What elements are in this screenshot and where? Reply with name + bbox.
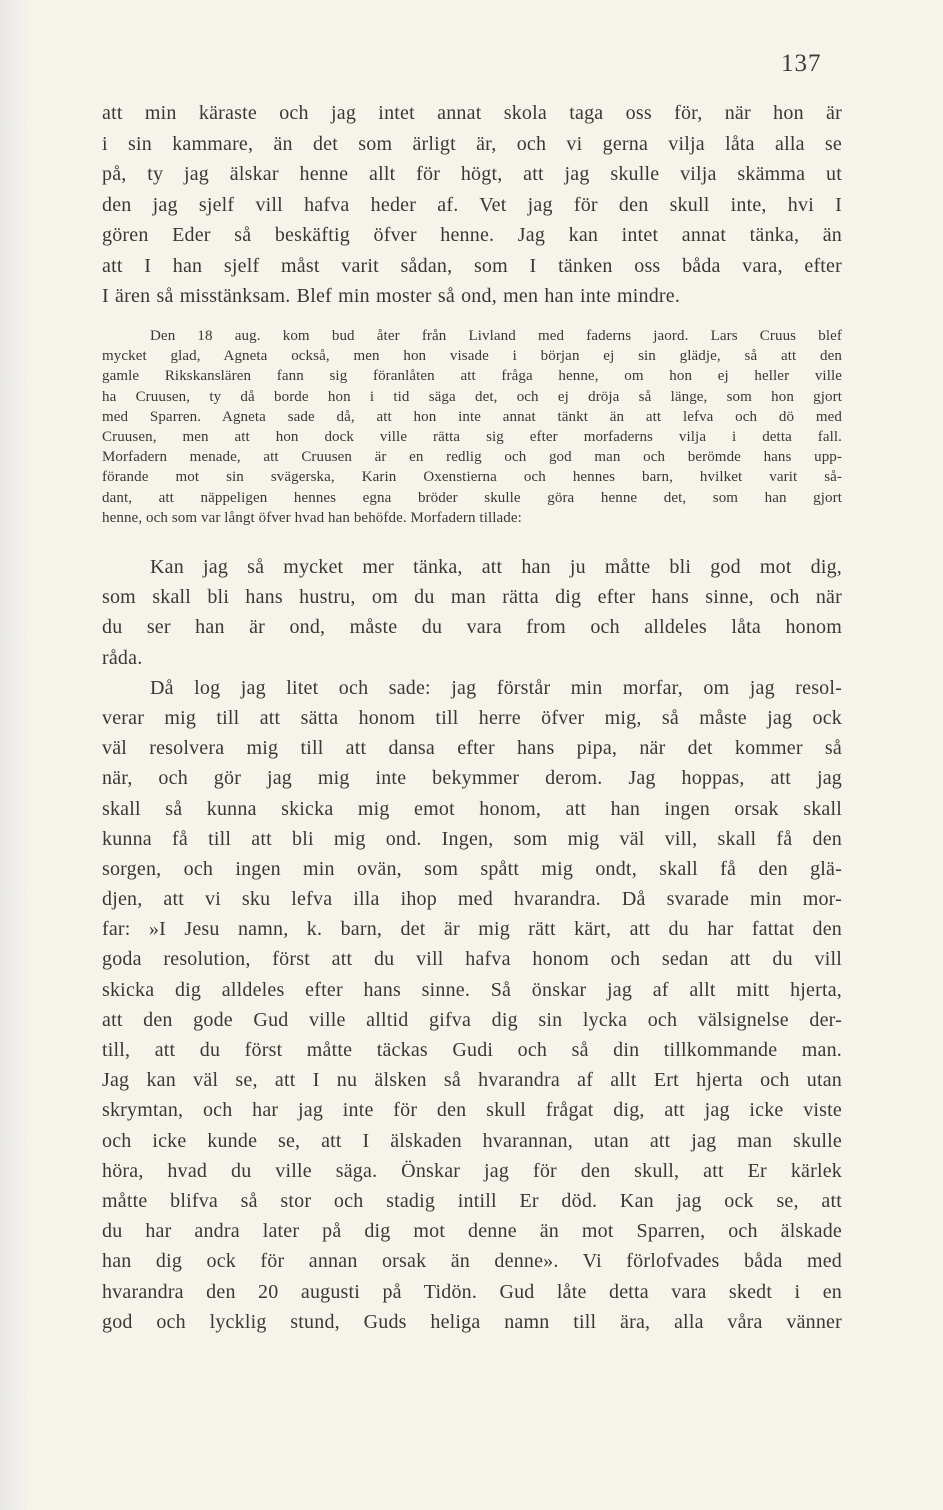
- text-line: att den gode Gud ville alltid gifva dig sin lycka och välsignelse der-: [102, 1008, 842, 1031]
- text-line: höra, hvad du ville säga. Önskar jag för den skull, att Er kärlek: [102, 1159, 842, 1182]
- body-text-upper: [102, 98, 842, 312]
- text-line: när, och gör jag mig inte bekymmer derom. Jag hoppas, att jag: [102, 767, 842, 790]
- text-line: verar mig till att sätta honom till herre öfver mig, så måste jag ock: [102, 706, 842, 729]
- text-line: till, att du först måtte täckas Gudi och så din tillkommande man.: [102, 1039, 842, 1061]
- text-line: Då log jag litet och sade: jag förstår min morfar, om jag resol-: [150, 676, 842, 699]
- text-line: måtte blifva så stor och stadig intill Er död. Kan jag ock se, att: [102, 1189, 842, 1212]
- text-line: med Sparren. Agneta sade då, att hon inte annat tänkt än att lefva och dö med: [102, 408, 842, 425]
- text-line: råda.: [102, 646, 143, 669]
- text-line: Den 18 aug. kom bud åter från Livland med faderns jaord. Lars Cruus blef: [150, 328, 842, 344]
- text-line: att min käraste och jag intet annat skola taga oss för, när hon är: [102, 102, 842, 124]
- text-line: i sin kammare, än det som ärligt är, och vi gerna vilja låta alla se: [102, 132, 842, 155]
- text-line: att I han sjelf måst varit sådan, som I tänken oss båda vara, efter: [102, 254, 842, 277]
- text-line: Morfadern menade, att Cruusen är en redlig och god man och berömde hans upp-: [102, 449, 842, 466]
- page-number: 137: [781, 50, 822, 77]
- text-line: Kan jag så mycket mer tänka, att han ju måtte bli god mot dig,: [150, 556, 842, 578]
- text-line: skall så kunna skicka mig emot honom, att han ingen orsak skall: [102, 797, 842, 820]
- scan-binding-edge: [0, 0, 26, 1510]
- text-line: Jag kan väl se, att I nu älsken så hvarandra af allt Ert hjerta och utan: [102, 1069, 842, 1092]
- text-line: dant, att näppeligen hennes egna bröder skulle göra henne det, som han gjort: [102, 489, 842, 506]
- text-line: som skall bli hans hustru, om du man rätta dig efter hans sinne, och när: [102, 586, 842, 609]
- text-line: ha Cruusen, ty då borde hon i tid säga det, och ej dröja så länge, som hon gjort: [102, 388, 842, 405]
- text-line: den jag sjelf vill hafva heder af. Vet jag för den skull inte, hvi I: [102, 193, 842, 216]
- text-line: kunna få till att bli mig ond. Ingen, som mig väl vill, skall få den: [102, 827, 842, 850]
- text-line: henne, och som var långt öfver hvad han behöfde. Morfadern tillade:: [102, 509, 522, 526]
- body-text-lower: [102, 552, 842, 1337]
- text-line: du ser han är ond, måste du vara from och alldeles låta honom: [102, 616, 842, 639]
- text-line: hvarandra den 20 augusti på Tidön. Gud låte detta vara skedt i en: [102, 1280, 842, 1303]
- text-line: väl resolvera mig till att dansa efter hans pipa, när det kommer så: [102, 737, 842, 760]
- text-line: far: »I Jesu namn, k. barn, det är mig rätt kärt, att du har fattat den: [102, 918, 842, 941]
- text-line: goda resolution, först att du vill hafva honom och sedan att du vill: [102, 948, 842, 971]
- text-line: gören Eder så beskäftig öfver henne. Jag kan intet annat tänka, än: [102, 224, 842, 246]
- text-line: du har andra later på dig mot denne än mot Sparren, och älskade: [102, 1220, 842, 1243]
- text-line: skicka dig alldeles efter hans sinne. Så önskar jag af allt mitt hjerta,: [102, 978, 842, 1001]
- text-line: Cruusen, men att hon dock ville rätta sig efter morfaderns vilja i detta fall.: [102, 428, 842, 445]
- text-line: I ären så misstänksam. Blef min moster så ond, men han inte mindre.: [102, 285, 681, 307]
- text-line: djen, att vi sku lefva illa ihop med hvarandra. Då svarade min mor-: [102, 888, 842, 911]
- text-line: sorgen, och ingen min ovän, som spått mig ondt, skall få den glä-: [102, 857, 842, 880]
- text-line: och icke kunde se, att I älskaden hvarannan, utan att jag man skulle: [102, 1129, 842, 1152]
- text-line: skrymtan, och har jag inte för den skull frågat dig, att jag icke viste: [102, 1099, 842, 1122]
- text-line: god och lycklig stund, Guds heliga namn till ära, alla våra vänner: [102, 1310, 842, 1333]
- text-line: mycket glad, Agneta också, men hon visade i början ej sin glädje, så att den: [102, 348, 842, 365]
- text-line: på, ty jag älskar henne allt för högt, att jag skulle vilja skämma ut: [102, 163, 842, 185]
- small-print-commentary: [102, 326, 842, 528]
- text-line: han dig ock för annan orsak än denne». Vi förlofvades båda med: [102, 1250, 842, 1273]
- text-line: gamle Rikskanslären fann sig föranlåten att fråga henne, om hon ej heller ville: [102, 368, 842, 385]
- text-line: förande mot sin svägerska, Karin Oxenstierna och hennes barn, hvilket varit så-: [102, 469, 842, 486]
